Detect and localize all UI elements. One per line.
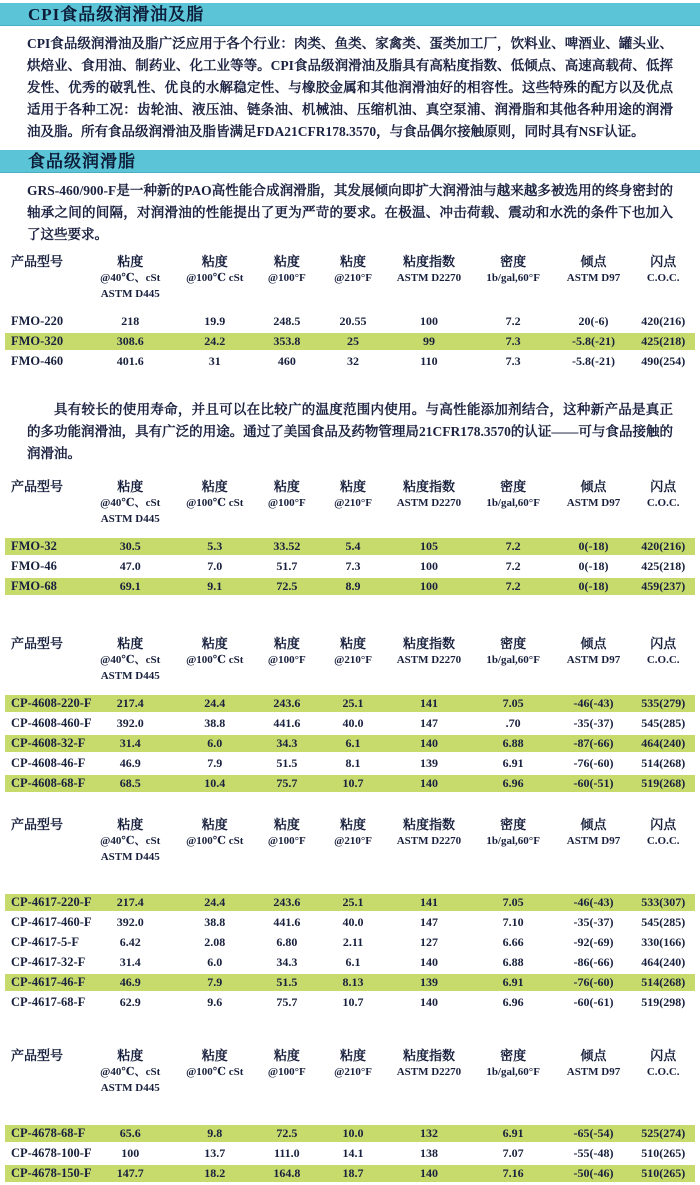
column-header: 闪点 C.O.C.: [646, 817, 680, 847]
table-cell: 147: [419, 716, 438, 730]
table-cell: 7.2: [505, 559, 521, 573]
table-cell: 111.0: [273, 1146, 300, 1160]
table-cell: 140: [419, 955, 438, 969]
table-row: [5, 353, 695, 370]
column-header-model: 产品型号: [11, 1048, 64, 1063]
column-header: 粘度 @100℃ cSt: [186, 479, 244, 509]
product-model-cell: CP-4608-460-F: [11, 716, 92, 730]
table-cell: 545(285): [641, 915, 686, 929]
fmo-heavy-spec-table: [0, 250, 700, 373]
product-model-cell: FMO-32: [5, 538, 86, 555]
table-cell: 140: [387, 735, 470, 752]
table-cell: 13.7: [204, 1146, 226, 1160]
column-header: 闪点 C.O.C.: [646, 1048, 680, 1078]
column-header: 粘度指数 ASTM D2270: [396, 636, 462, 666]
table-cell: 7.07: [502, 1146, 524, 1160]
table-cell: 514(268): [631, 974, 695, 991]
column-header: 粘度 @100°F: [267, 479, 306, 509]
table-cell: 62.9: [119, 995, 141, 1009]
table-cell: 18.2: [175, 1165, 255, 1182]
table-row: [5, 695, 695, 712]
table-cell: 20.55: [339, 314, 367, 328]
table-cell: 0(-18): [556, 578, 632, 595]
table-cell: 164.8: [255, 1165, 319, 1182]
table-cell: 25: [319, 333, 387, 350]
table-cell: 147: [419, 915, 438, 929]
table-cell: -46(-43): [556, 894, 632, 911]
table-cell: 47.0: [119, 559, 141, 573]
column-header: 闪点 C.O.C.: [646, 479, 680, 509]
product-model-cell: CP-4617-68-F: [11, 995, 86, 1009]
table-cell: 68.5: [86, 775, 175, 792]
table-cell: 6.91: [471, 1125, 556, 1142]
table-cell: 6.96: [502, 995, 524, 1009]
column-header: 粘度 @210°F: [334, 1048, 372, 1078]
table-row: [5, 735, 695, 752]
table-row: [5, 914, 695, 931]
table-cell: 32: [347, 354, 360, 368]
table-cell: 308.6: [86, 333, 175, 350]
column-header: 密度 1b/gal,60°F: [486, 479, 540, 509]
table-cell: 6.96: [471, 775, 556, 792]
table-cell: 353.8: [255, 333, 319, 350]
column-header: 倾点 ASTM D97: [566, 254, 621, 284]
table-cell: 141: [387, 894, 470, 911]
table-cell: 464(240): [641, 955, 686, 969]
table-cell: 99: [387, 333, 470, 350]
column-header: 粘度指数 ASTM D2270: [396, 1048, 462, 1078]
table-cell: 7.3: [471, 333, 556, 350]
cp4678-spec-table: [0, 1044, 700, 1185]
table-cell: 18.7: [319, 1165, 387, 1182]
table-cell: 10.4: [175, 775, 255, 792]
table-cell: 514(268): [641, 756, 686, 770]
table-cell: 9.1: [175, 578, 255, 595]
table-cell: 525(274): [631, 1125, 695, 1142]
product-model-cell: CP-4608-32-F: [5, 735, 86, 752]
table-cell: -65(-54): [556, 1125, 632, 1142]
table-cell: 69.1: [86, 578, 175, 595]
column-header-model: 产品型号: [11, 254, 64, 269]
table-row: [5, 894, 695, 911]
table-cell: 105: [387, 538, 470, 555]
table-cell: 6.1: [319, 735, 387, 752]
table-cell: 464(240): [631, 735, 695, 752]
table-cell: -35(-37): [573, 716, 614, 730]
table-cell: -86(-66): [573, 955, 614, 969]
column-header: 粘度 @210°F: [334, 479, 372, 509]
table-cell: 19.9: [204, 314, 226, 328]
table-cell: 425(218): [641, 559, 686, 573]
table-cell: 0(-18): [556, 538, 632, 555]
column-header: 密度 1b/gal,60°F: [486, 254, 540, 284]
table-cell: 75.7: [276, 995, 298, 1009]
table-cell: 535(279): [631, 695, 695, 712]
table-cell: 7.10: [502, 915, 524, 929]
table-cell: 8.9: [319, 578, 387, 595]
table-cell: 6.80: [276, 935, 298, 949]
table-cell: -87(-66): [556, 735, 632, 752]
table-cell: 24.4: [175, 894, 255, 911]
table-cell: 72.5: [255, 578, 319, 595]
product-model-cell: CP-4678-68-F: [5, 1125, 86, 1142]
table-cell: 6.91: [471, 974, 556, 991]
table-cell: 217.4: [86, 695, 175, 712]
table-cell: 0(-18): [578, 559, 609, 573]
table-cell: 75.7: [255, 775, 319, 792]
table-cell: 6.66: [502, 935, 524, 949]
table-header-row: [5, 1047, 695, 1122]
column-header: 粘度 @40℃、cSt ASTM D445: [100, 817, 161, 863]
table-cell: 9.6: [207, 995, 223, 1009]
column-header-model: 产品型号: [11, 636, 64, 651]
table-cell: 9.8: [175, 1125, 255, 1142]
table-cell: 7.05: [471, 695, 556, 712]
table-cell: 392.0: [116, 716, 144, 730]
column-header: 粘度 @100°F: [267, 1048, 306, 1078]
table-cell: 7.2: [505, 314, 521, 328]
table-cell: 401.6: [116, 354, 144, 368]
table-cell: 24.2: [175, 333, 255, 350]
table-cell: 25.1: [319, 894, 387, 911]
grease-intro-paragraph: GRS-460/900-F是一种新的PAO高性能合成润滑脂，其发展倾向即扩大润滑油与越来越多被选用的终身密封的轴承之间的间隔，对润滑油的性能提出了更为严苛的要求。在极温、冲击荷载、震动和水洗的条件下也加入了这些要求。: [27, 183, 673, 242]
table-cell: 72.5: [255, 1125, 319, 1142]
table-cell: -55(-48): [573, 1146, 614, 1160]
product-model-cell: CP-4617-460-F: [11, 915, 92, 929]
table-cell: -50(-46): [556, 1165, 632, 1182]
table-cell: 20(-6): [578, 314, 609, 328]
spec-table: [5, 813, 695, 1014]
table-row: [5, 755, 695, 772]
table-cell: 31.4: [119, 955, 141, 969]
table-cell: 100: [419, 559, 438, 573]
product-model-cell: CP-4617-46-F: [5, 974, 86, 991]
table-row: [5, 578, 695, 595]
column-header: 粘度 @100°F: [267, 636, 306, 666]
table-cell: 8.13: [319, 974, 387, 991]
table-cell: -92(-69): [573, 935, 614, 949]
table-cell: 139: [419, 756, 438, 770]
product-model-cell: FMO-220: [11, 314, 64, 328]
section-header-oils: CPI食品级润滑油及脂: [0, 3, 700, 26]
table-cell: 10.7: [319, 775, 387, 792]
table-cell: 51.5: [255, 974, 319, 991]
table-cell: 31.4: [86, 735, 175, 752]
table-cell: 38.8: [204, 915, 226, 929]
table-cell: 218: [121, 314, 140, 328]
table-cell: 6.42: [119, 935, 141, 949]
column-header: 粘度指数 ASTM D2270: [396, 817, 462, 847]
table-row: [5, 775, 695, 792]
column-header: 粘度 @40℃、cSt ASTM D445: [100, 636, 161, 682]
table-cell: 243.6: [255, 894, 319, 911]
column-header: 粘度 @100℃ cSt: [186, 817, 244, 847]
table-cell: 510(265): [641, 1146, 686, 1160]
table-header-row: [5, 816, 695, 891]
column-header: 密度 1b/gal,60°F: [486, 1048, 540, 1078]
table-cell: 420(216): [631, 538, 695, 555]
table-cell: 132: [387, 1125, 470, 1142]
table-row: [5, 538, 695, 555]
table-cell: 519(268): [631, 775, 695, 792]
table-cell: 459(237): [631, 578, 695, 595]
table-cell: 14.1: [342, 1146, 364, 1160]
product-model-cell: CP-4608-68-F: [5, 775, 86, 792]
table-cell: 425(218): [631, 333, 695, 350]
table-cell: 441.6: [273, 915, 301, 929]
table-cell: 7.9: [175, 974, 255, 991]
column-header: 粘度 @100°F: [267, 817, 306, 847]
section-header-grease: 食品级润滑脂: [0, 150, 700, 173]
product-model-cell: FMO-68: [5, 578, 86, 595]
column-header: 粘度 @210°F: [334, 817, 372, 847]
product-model-cell: CP-4617-5-F: [11, 935, 80, 949]
table-cell: 7.16: [471, 1165, 556, 1182]
table-cell: 460: [277, 354, 296, 368]
table-header-row: [5, 253, 695, 310]
product-model-cell: CP-4617-32-F: [11, 955, 86, 969]
column-header: 粘度 @100℃ cSt: [186, 636, 244, 666]
table-cell: -60(-61): [573, 995, 614, 1009]
table-cell: 24.4: [175, 695, 255, 712]
table-cell: -5.8(-21): [556, 333, 632, 350]
product-model-cell: FMO-320: [5, 333, 86, 350]
fmo-light-spec-table: [0, 475, 700, 598]
table-cell: 140: [387, 1165, 470, 1182]
table-cell: 7.0: [207, 559, 223, 573]
table-cell: 6.91: [502, 756, 524, 770]
table-cell: 25.1: [319, 695, 387, 712]
table-cell: 65.6: [86, 1125, 175, 1142]
table-cell: 545(285): [641, 716, 686, 730]
table-header-row: [5, 635, 695, 692]
table-header-row: [5, 478, 695, 535]
table-cell: 34.3: [276, 955, 298, 969]
table-cell: 46.9: [86, 974, 175, 991]
product-model-cell: CP-4678-100-F: [11, 1146, 92, 1160]
table-cell: 5.3: [175, 538, 255, 555]
table-cell: -76(-60): [556, 974, 632, 991]
column-header: 密度 1b/gal,60°F: [486, 636, 540, 666]
table-cell: 100: [419, 314, 438, 328]
product-model-cell: CP-4608-220-F: [5, 695, 86, 712]
column-header-model: 产品型号: [11, 817, 64, 832]
column-header: 闪点 C.O.C.: [646, 254, 680, 284]
table-cell: 6.0: [175, 735, 255, 752]
table-cell: 7.9: [207, 756, 223, 770]
table-cell: 6.1: [345, 955, 361, 969]
column-header: 粘度 @100℃ cSt: [186, 1048, 244, 1078]
column-header: 倾点 ASTM D97: [566, 479, 621, 509]
table-row: [5, 715, 695, 732]
table-cell: 2.08: [204, 935, 226, 949]
column-header: 倾点 ASTM D97: [566, 817, 621, 847]
column-header: 粘度指数 ASTM D2270: [396, 254, 462, 284]
table-cell: 141: [387, 695, 470, 712]
spec-table: [5, 1044, 695, 1185]
table-cell: 6.0: [207, 955, 223, 969]
column-header: 粘度 @210°F: [334, 254, 372, 284]
table-cell: 140: [387, 775, 470, 792]
table-row: [5, 954, 695, 971]
product-model-cell: FMO-46: [11, 559, 57, 573]
table-cell: 243.6: [255, 695, 319, 712]
table-cell: .70: [505, 716, 521, 730]
table-row: [5, 558, 695, 575]
column-header: 粘度 @40℃、cSt ASTM D445: [100, 1048, 161, 1094]
table-cell: 392.0: [116, 915, 144, 929]
product-model-cell: CP-4678-150-F: [5, 1165, 86, 1182]
product-model-cell: CP-4617-220-F: [5, 894, 86, 911]
page: [0, 3, 700, 1180]
spec-table: [5, 250, 695, 373]
column-header: 密度 1b/gal,60°F: [486, 817, 540, 847]
table-cell: 139: [387, 974, 470, 991]
table-row: [5, 994, 695, 1011]
column-header: 粘度 @210°F: [334, 636, 372, 666]
table-row: [5, 333, 695, 350]
table-cell: -5.8(-21): [572, 354, 615, 368]
table-row: [5, 1165, 695, 1182]
table-cell: 138: [419, 1146, 438, 1160]
table-cell: 7.05: [471, 894, 556, 911]
table-row: [5, 1145, 695, 1162]
table-cell: 100: [121, 1146, 140, 1160]
table-cell: 6.88: [502, 955, 524, 969]
column-header: 粘度 @100°F: [267, 254, 306, 284]
table-cell: 38.8: [204, 716, 226, 730]
table-cell: 110: [420, 354, 438, 368]
table-cell: 30.5: [86, 538, 175, 555]
spec-table: [5, 632, 695, 795]
column-header-model: 产品型号: [11, 479, 64, 494]
table-cell: 7.2: [471, 578, 556, 595]
table-row: [5, 313, 695, 330]
product-model-cell: FMO-460: [11, 354, 64, 368]
table-cell: 7.2: [471, 538, 556, 555]
table-cell: 140: [419, 995, 438, 1009]
table-cell: 10.0: [319, 1125, 387, 1142]
table-cell: 7.3: [345, 559, 361, 573]
spec-table: [5, 475, 695, 598]
table-cell: 31: [208, 354, 221, 368]
table-cell: -46(-43): [556, 695, 632, 712]
column-header: 粘度 @100℃ cSt: [186, 254, 244, 284]
table-cell: -35(-37): [573, 915, 614, 929]
table-cell: 8.1: [345, 756, 361, 770]
table-cell: 6.88: [471, 735, 556, 752]
table-cell: 147.7: [86, 1165, 175, 1182]
table-cell: -76(-60): [573, 756, 614, 770]
table-cell: 127: [419, 935, 438, 949]
table-cell: 33.52: [255, 538, 319, 555]
table-cell: -60(-51): [556, 775, 632, 792]
table-cell: 441.6: [273, 716, 301, 730]
table-cell: 40.0: [342, 915, 364, 929]
oils-intro-paragraph: CPI食品级润滑油及脂广泛应用于各个行业：肉类、鱼类、家禽类、蛋类加工厂，饮料业、啤酒业、罐头业、烘焙业、食用油、制药业、化工业等等。CPI食品级润滑油及脂具有高粘度指数、低倾点、高速高载荷、低挥发性、优秀的破乳性、优良的水解稳定性、与橡胶金属和其他润滑油好的相容性。这些特殊的配方以及优点适用于各种工况：齿轮油、液压油、链条油、机械油、压缩机油、真空泵浦、润滑脂和其他各种用途的润滑油及脂。所有食品级润滑油及脂皆满足FDA21CFR178.3570，与食品偶尔接触原则，同时具有NSF认证。: [27, 36, 673, 139]
table-cell: 34.3: [255, 735, 319, 752]
table-cell: 40.0: [342, 716, 364, 730]
table-cell: 5.4: [319, 538, 387, 555]
table-row: [5, 934, 695, 951]
product-model-cell: CP-4608-46-F: [11, 756, 86, 770]
table-cell: 10.7: [342, 995, 364, 1009]
table-cell: 248.5: [273, 314, 301, 328]
column-header: 粘度指数 ASTM D2270: [396, 479, 462, 509]
table-cell: 420(216): [641, 314, 686, 328]
fmo-description-paragraph: 具有较长的使用寿命，并且可以在比较广的温度范围内使用。与高性能添加剂结合，这种新产品是真正的多功能润滑油，具有广泛的用途。通过了美国食品及药物管理局21CFR178.3570的认证——可与食品接触的润滑油。: [27, 402, 673, 461]
table-cell: 519(298): [641, 995, 686, 1009]
column-header: 倾点 ASTM D97: [566, 636, 621, 666]
table-cell: 51.5: [276, 756, 298, 770]
table-cell: 217.4: [86, 894, 175, 911]
table-cell: 51.7: [276, 559, 298, 573]
cp4608-spec-table: [0, 632, 700, 795]
table-cell: 46.9: [119, 756, 141, 770]
table-cell: 2.11: [342, 935, 364, 949]
table-cell: 533(307): [631, 894, 695, 911]
table-cell: 100: [387, 578, 470, 595]
table-cell: 510(265): [631, 1165, 695, 1182]
column-header: 闪点 C.O.C.: [646, 636, 680, 666]
table-cell: 7.3: [505, 354, 521, 368]
cp4617-spec-table: [0, 813, 700, 1014]
table-cell: 330(166): [641, 935, 686, 949]
column-header: 粘度 @40℃、cSt ASTM D445: [100, 254, 161, 300]
table-cell: 490(254): [641, 354, 686, 368]
column-header: 粘度 @40℃、cSt ASTM D445: [100, 479, 161, 525]
column-header: 倾点 ASTM D97: [566, 1048, 621, 1078]
table-row: [5, 974, 695, 991]
